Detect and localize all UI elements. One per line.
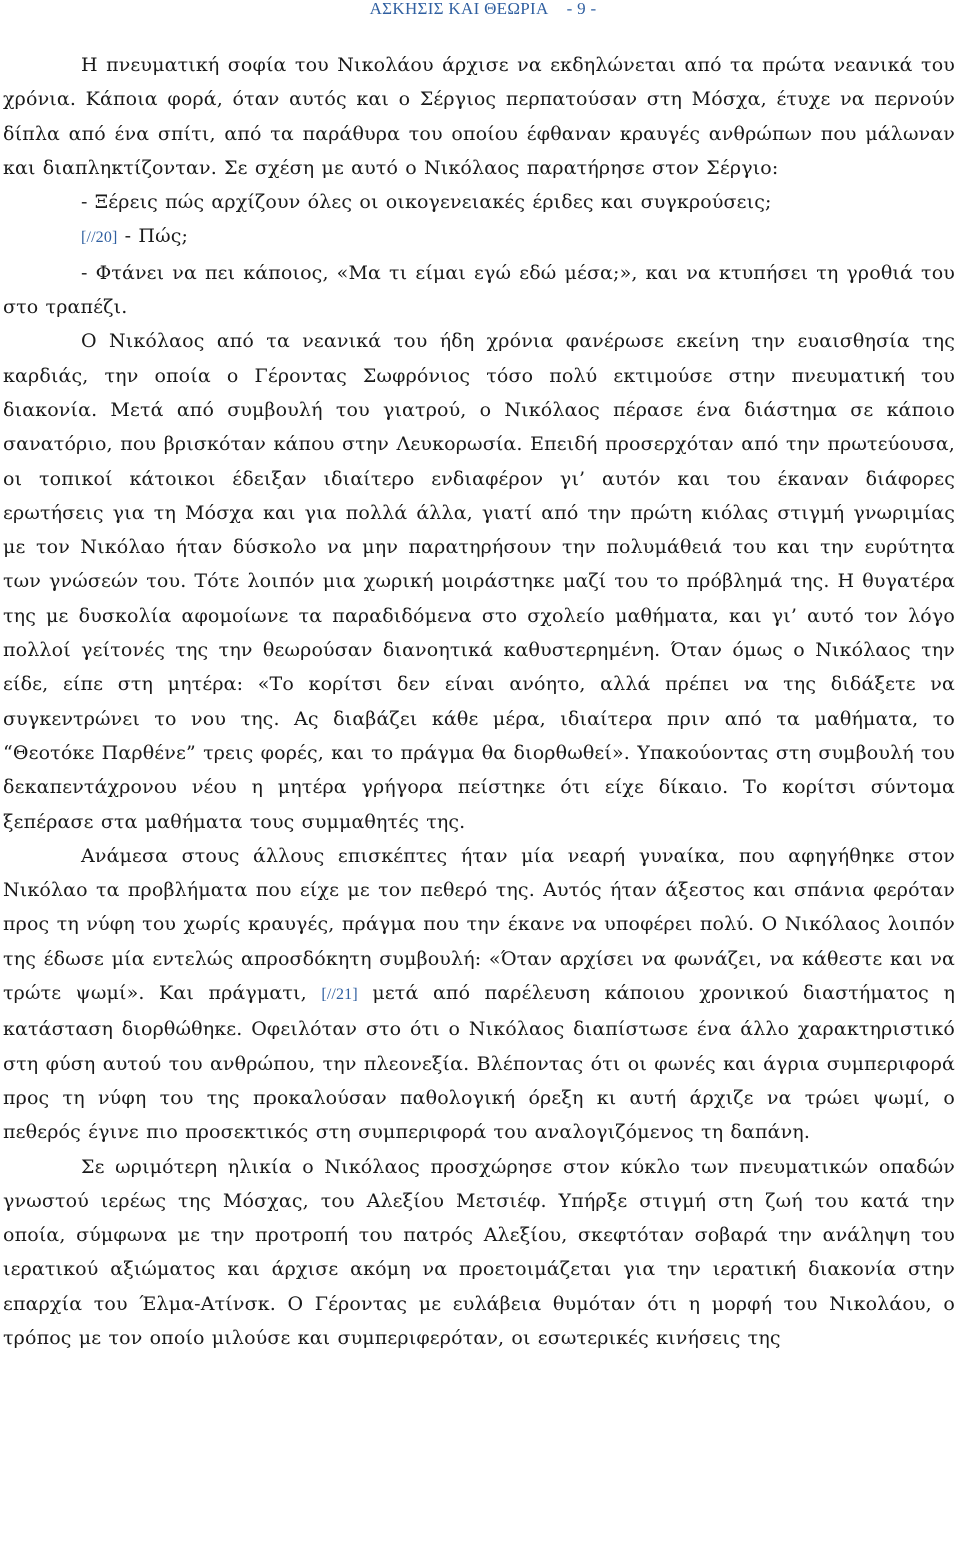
dialogue-line — [3, 219, 955, 255]
paragraph: Η πνευματική σοφία του Νικολάου άρχισε να εκδηλώνεται από τα πρώτα νεανικά του χρόνια. Κάποια φορά, όταν αυτός και ο Σέργιος περπατούσαν στη Μόσχα, έτυχε να περνούν δίπλα από ένα σπίτι, από τα παράθυρα του οποίου έφθαναν κραυγές ανθρώπων που μάλωναν και διαπληκτίζονταν. Σε σχέση με αυτό ο Νικόλαος παρατήρησε στον Σέργιο: — [3, 54, 955, 179]
paragraph-text: Ανάμεσα στους άλλους επισκέπτες ήταν μία νεαρή γυναίκα, που αφηγήθηκε στον Νικόλαο τα προβλήματα που είχε με τον πεθερό της. Αυτός ήταν άξεστος και σπάνια φερόταν προς τη νύφη του χωρίς κραυγές, πράγμα που την έκανε να υποφέρει πολύ. Ο Νικόλαος λοιπόν της έδωσε μία εντελώς απροσδόκητη συμβουλή: «Όταν αρχίσει να φωνάζει, να κάθεστε και να τρώτε ψωμί». Και πράγματι, — [3, 844, 955, 1005]
header-title: ΑΣΚΗΣΙΣ ΚΑΙ ΘΕΩΡΙΑ — [369, 0, 549, 18]
dialogue-line: - Ξέρεις πώς αρχίζουν όλες οι οικογενειακές έριδες και συγκρούσεις; — [81, 191, 772, 214]
paragraph: Ο Νικόλαος από τα νεανικά του ήδη χρόνια φανέρωσε εκείνη την ευαισθησία της καρδιάς, την οποία ο Γέροντας Σωφρόνιος τόσο πολύ εκτιμούσε στην πνευματική του διακονία. Μετά από συμβουλή του γιατρού, ο Νικόλαος πέρασε ένα διάστημα σε κάποιο σανατόριο, που βρισκόταν κάπου στην Λευκορωσία. Επειδή προσερχόταν από την πρωτεύουσα, οι τοπικοί κάτοικοι έδειξαν ιδιαίτερο ενδιαφέρον γι’ αυτόν και του έκαναν διάφορες ερωτήσεις για τη Μόσχα και για πολλά άλλα, γιατί από την πρώτη κιόλας στιγμή γνωριμίας με τον Νικόλαο ήταν δύσκολο να μην παρατηρήσουν την πολυμάθειά του και την ευρύτητα των γνώσεών του. Τότε λοιπόν μια χωρική μοιράστηκε μαζί του το πρόβλημά της. Η θυγατέρα της με δυσκολία αφομοίωνε τα παραδιδόμενα στο σχολείο μαθήματα, και γι’ αυτό τον λόγο πολλοί γείτονές της την θεωρούσαν διανοητικά καθυστερημένη. Όταν όμως ο Νικόλαος την είδε, είπε στη μητέρα: «Το κορίτσι δεν είναι ανόητο, αλλά πρέπει να της διδάξετε να συγκεντρώνει το νου της. Ας διαβάζει κάθε μέρα, ιδιαίτερα πριν από τα μαθήματα, το “Θεοτόκε Παρθένε” τρεις φορές, και το πράγμα θα διορθωθεί». Υπακούοντας στη συμβουλή του δεκαπεντάχρονου νέου η μητέρα γρήγορα πείστηκε ότι είχε δίκαιο. Το κορίτσι σύντομα ξεπέρασε στα μαθήματα τους συμμαθητές της. — [3, 330, 955, 833]
page-number: - 9 - — [566, 0, 597, 18]
running-header — [3, 0, 955, 24]
dialogue-line: - Φτάνει να πει κάποιος, «Μα τι είμαι εγώ εδώ μέσα;», και να κτυπήσει τη γροθιά του στο τραπέζι. — [3, 261, 955, 319]
body-text — [3, 48, 955, 1355]
page-marker: [//20] — [81, 229, 118, 247]
document-page — [3, 0, 955, 1349]
paragraph-text: μετά από παρέλευση κάποιου χρονικού διαστήματος η κατάσταση διορθώθηκε. Οφειλόταν στο ότι ο Νικόλαος διαπίστωσε ένα άλλο χαρακτηριστικό στη φύση αυτού του ανθρώπου, την πλεονεξία. Βλέποντας ότι οι φωνές και άγρια συμπεριφορά προς τη νύφη του της προκαλούσαν παθολογική όρεξη κι αυτή άρχιζε να τρώει ψωμί, ο πεθερός έγινε πιο προσεκτικός στη συμπεριφορά του αναλογιζόμενος τη δαπάνη. — [3, 982, 955, 1144]
dialogue-text: - Πώς; — [117, 225, 189, 248]
page-marker: [//21] — [321, 986, 358, 1004]
paragraph: Σε ωριμότερη ηλικία ο Νικόλαος προσχώρησε στον κύκλο των πνευματικών οπαδών γνωστού ιερέως της Μόσχας, του Αλεξίου Μετσιέφ. Υπήρξε στιγμή στη ζωή του κατά την οποία, σύμφωνα με την προτροπή του πατρός Αλεξίου, σκεφτόταν σοβαρά την ανάληψη του ιερατικού αξιώματος και άρχισε ακόμη να προετοιμάζεται για την ιερατική διακονία στην επαρχία του Έλμα-Ατίνσκ. Ο Γέροντας με ευλάβεια θυμόταν ότι η μορφή του Νικολάου, ο τρόπος με τον οποίο μιλούσε και συμπεριφερόταν, οι εσωτερικές κινήσεις της — [3, 1155, 955, 1349]
paragraph — [3, 839, 955, 1150]
